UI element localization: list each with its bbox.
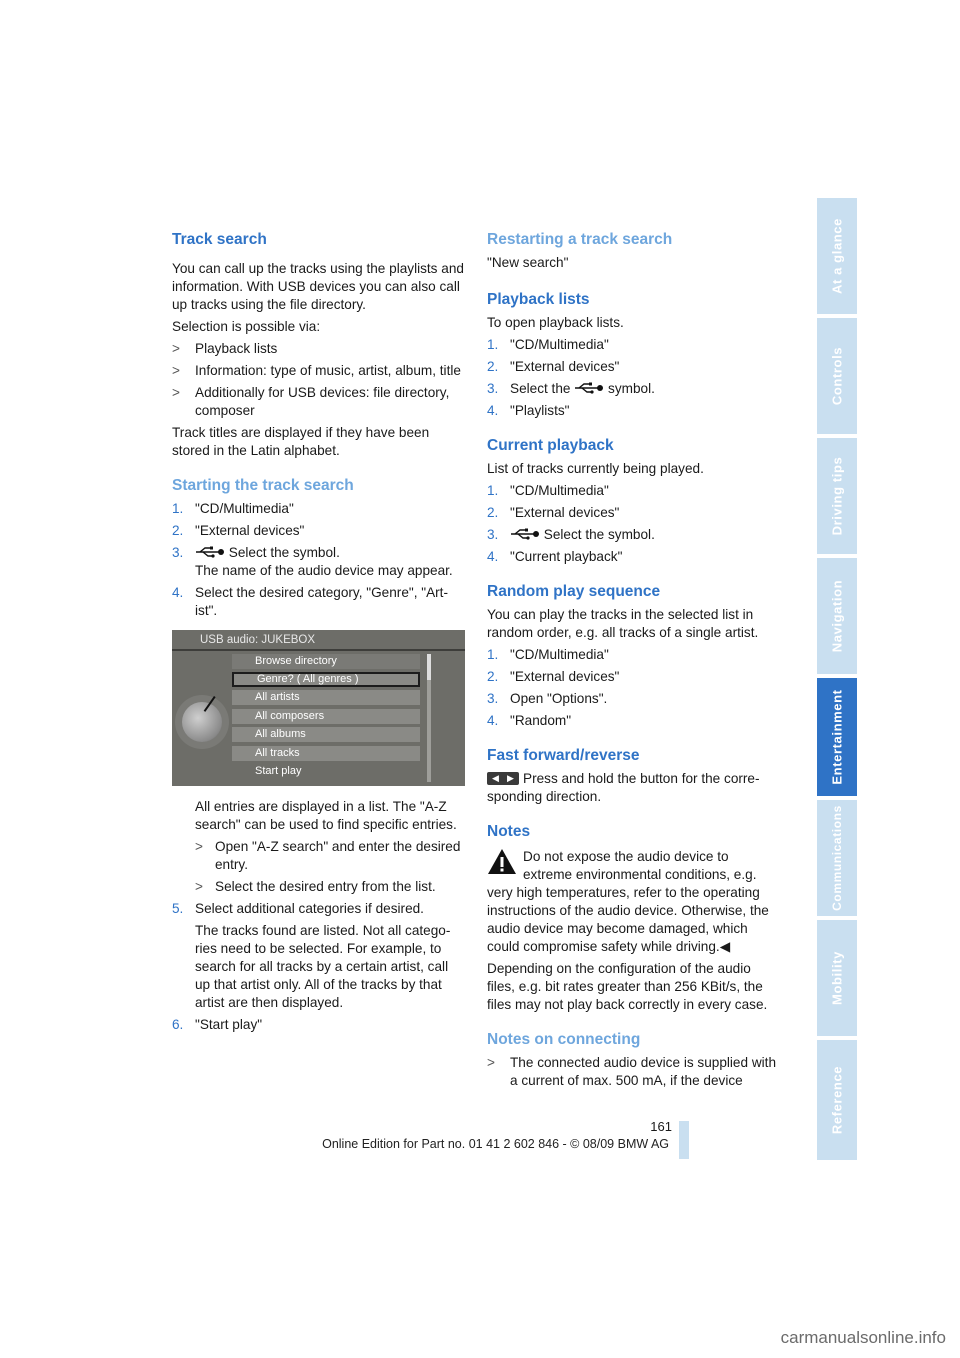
- paragraph: All entries are displayed in a list. The "A-Z search" can be used to find specific entries.: [195, 799, 457, 832]
- step-item: 4. "Random": [487, 713, 572, 728]
- tab-driving-tips[interactable]: Driving tips: [817, 438, 857, 554]
- step-item: 4. "Playlists": [487, 403, 570, 418]
- step-item: 2. "External devices": [487, 669, 620, 684]
- bullet-list: [487, 1054, 779, 1090]
- step-list: [172, 1016, 466, 1034]
- list-item: > Open "A-Z search" and enter the desired entry.: [195, 839, 461, 872]
- bullet-arrow-icon: >: [487, 1055, 495, 1070]
- section-heading-current-playback: Current playback: [487, 437, 614, 454]
- right-column: [487, 230, 779, 1090]
- step-item: 2. "External devices": [487, 359, 620, 374]
- step-list: [172, 500, 466, 620]
- menu-item-genre: Genre? ( All genres ): [232, 672, 420, 687]
- page-marker: [679, 1121, 689, 1159]
- footer-text: Online Edition for Part no. 01 41 2 602 846 - © 08/09 BMW AG: [322, 1137, 669, 1151]
- bullet-arrow-icon: >: [195, 839, 203, 854]
- step-item: 5. Select additional categories if desired.: [172, 901, 424, 916]
- watermark: carmanualsonline.info: [780, 1328, 946, 1347]
- left-column: [172, 230, 466, 1034]
- paragraph: List of tracks currently being played.: [487, 461, 704, 476]
- usb-icon: [510, 528, 540, 540]
- bullet-list: [172, 340, 466, 420]
- screen-title: USB audio: JUKEBOX: [200, 634, 316, 646]
- warning-triangle-icon: [487, 848, 517, 876]
- tab-entertainment[interactable]: Entertainment: [817, 678, 857, 796]
- step-item: 2. "External devices": [172, 523, 305, 538]
- menu-item-tracks: All tracks: [232, 746, 420, 761]
- list-item: > Playback lists: [172, 341, 278, 356]
- step-item: 1. "CD/Multimedia": [487, 647, 609, 662]
- paragraph: You can call up the tracks using the playlists and information. With USB devices you can also call up tracks using the file directory.: [172, 261, 464, 312]
- menu-item-albums: All albums: [232, 727, 420, 742]
- step-list: [487, 646, 779, 730]
- list-item: > Select the desired entry from the list.: [195, 879, 436, 894]
- step-list: [487, 482, 779, 566]
- bullet-arrow-icon: >: [172, 341, 180, 356]
- section-heading-notes: Notes: [487, 823, 531, 840]
- step-item: 3. Open "Options".: [487, 691, 608, 706]
- tab-at-a-glance[interactable]: At a glance: [817, 198, 857, 314]
- paragraph: To open playback lists.: [487, 315, 624, 330]
- idrive-screenshot: [172, 630, 465, 786]
- warning-text: Do not expose the audio device to extreme environmental conditions, e.g. very high temperatures, refer to the operating instructions of the audio device. Otherwise, the audio device may become damaged, which could compromise safety while driving.◀: [487, 849, 769, 954]
- usb-icon: [195, 546, 225, 558]
- step-item: 2. "External devices": [487, 505, 620, 520]
- tab-controls[interactable]: Controls: [817, 318, 857, 434]
- bullet-arrow-icon: >: [172, 385, 180, 400]
- menu-item-start-play: Start play: [255, 765, 302, 777]
- list-item: > Additionally for USB devices: file directory, composer: [172, 385, 450, 418]
- bullet-arrow-icon: >: [172, 363, 180, 378]
- seek-button-icon: ◀ ▶: [487, 772, 519, 785]
- step-list: [487, 336, 779, 420]
- step-list: [172, 900, 466, 918]
- section-heading-fast-forward: Fast forward/reverse: [487, 747, 640, 764]
- sub-bullet-list: [172, 838, 466, 896]
- step-item: 4. "Current playback": [487, 549, 623, 564]
- list-item: > The connected audio device is supplied with a current of max. 500 mA, if the device: [487, 1055, 777, 1088]
- paragraph: Depending on the configuration of the audio files, e.g. bit rates greater than 256 KBit/s, the files may not play back correctly in every case.: [487, 961, 768, 1012]
- step-item: 1. "CD/Multimedia": [487, 337, 609, 352]
- paragraph: Selection is possible via:: [172, 319, 321, 334]
- tab-navigation[interactable]: Navigation: [817, 558, 857, 674]
- screen-title-divider: [172, 649, 465, 651]
- controller-knob-icon: [182, 702, 222, 742]
- bullet-arrow-icon: >: [195, 879, 203, 894]
- paragraph: The tracks found are listed. Not all catego-ries need to be selected. For example, to search for all tracks by a certain artist, call up that artist only. All of the tracks by that artist are then displayed.: [195, 923, 451, 1010]
- step-item: 3. Select the symbol. The name of the audio device may appear.: [172, 545, 453, 578]
- step-item: 1. "CD/Multimedia": [172, 501, 294, 516]
- section-heading-playback-lists: Playback lists: [487, 291, 590, 308]
- paragraph: "New search": [487, 255, 569, 270]
- usb-icon: [574, 382, 604, 394]
- section-heading-starting: Starting the track search: [172, 477, 354, 494]
- paragraph: Track titles are displayed if they have been stored in the Latin alphabet.: [172, 425, 430, 458]
- step-item: 3. Select the symbol.: [487, 527, 655, 542]
- step-item: 4. Select the desired category, "Genre", "Art-ist".: [172, 585, 448, 618]
- menu-item-composers: All composers: [232, 709, 420, 724]
- tab-communications[interactable]: Communications: [817, 800, 857, 916]
- page-number: 161: [650, 1119, 672, 1134]
- list-item: > Information: type of music, artist, album, title: [172, 363, 461, 378]
- tab-reference[interactable]: Reference: [817, 1040, 857, 1160]
- scrollbar-thumb: [427, 654, 431, 680]
- step-item: 1. "CD/Multimedia": [487, 483, 609, 498]
- section-heading-track-search: Track search: [172, 231, 267, 248]
- step-item: 6. "Start play": [172, 1017, 263, 1032]
- paragraph: You can play the tracks in the selected list in random order, e.g. all tracks of a single artist.: [487, 607, 759, 640]
- chapter-sidebar: [817, 198, 857, 1160]
- step-item: 3. Select the symbol.: [487, 381, 655, 396]
- tab-mobility[interactable]: Mobility: [817, 920, 857, 1036]
- section-heading-connecting: Notes on connecting: [487, 1031, 641, 1048]
- menu-item-artists: All artists: [232, 690, 420, 705]
- warning-block: [487, 848, 779, 956]
- section-heading-restarting: Restarting a track search: [487, 231, 673, 248]
- menu-item-browse: Browse directory: [232, 654, 420, 669]
- paragraph: ◀ ▶ Press and hold the button for the corre-sponding direction.: [487, 771, 760, 804]
- section-heading-random: Random play sequence: [487, 583, 661, 600]
